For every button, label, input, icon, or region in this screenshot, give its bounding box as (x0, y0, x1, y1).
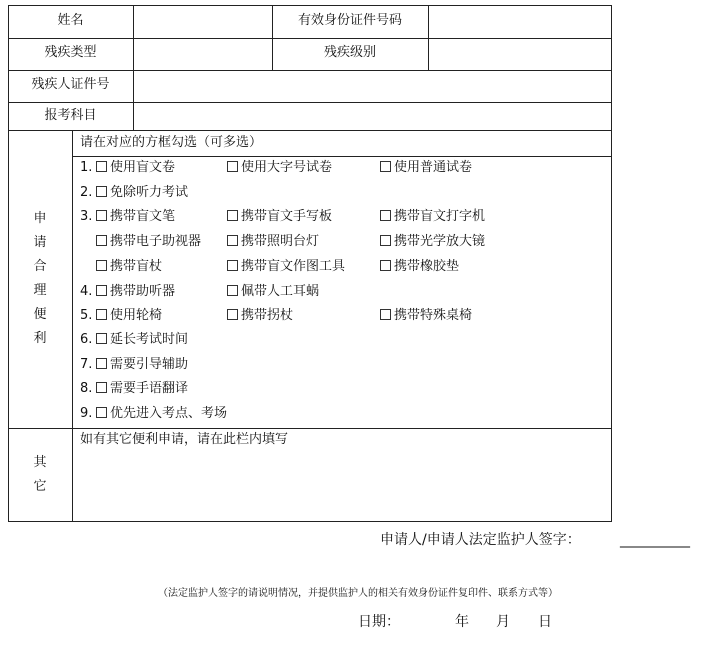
row-divider (8, 102, 612, 103)
checkbox-icon[interactable] (96, 186, 107, 197)
checkbox-option[interactable]: 携带光学放大镜 (380, 233, 485, 251)
checkbox-option[interactable]: 免除听力考试 (96, 184, 188, 202)
date-year: 年 (455, 614, 469, 630)
item-number: 9. (80, 406, 93, 421)
checkbox-icon[interactable] (380, 309, 391, 320)
checkbox-option[interactable]: 携带盲杖 (96, 258, 162, 276)
accommodation-side-label: 申 请 合 理 便 利 (33, 211, 47, 346)
disability-level-field[interactable] (429, 44, 611, 62)
item-number: 7. (80, 357, 93, 372)
item-number: 4. (80, 284, 93, 299)
item-number: 5. (80, 308, 93, 323)
item-number: 3. (80, 209, 93, 224)
exam-subject-label: 报考科目 (44, 108, 97, 123)
checkbox-icon[interactable] (227, 235, 238, 246)
disability-type-field[interactable] (134, 44, 272, 62)
id-number-label: 有效身份证件号码 (297, 13, 402, 28)
checkbox-option[interactable]: 携带助听器 (96, 283, 175, 301)
checkbox-icon[interactable] (227, 161, 238, 172)
signature-label: 申请人/申请人法定监护人签字： (380, 532, 581, 548)
checkbox-icon[interactable] (227, 260, 238, 271)
name-label: 姓名 (57, 13, 84, 28)
row-divider (8, 428, 612, 429)
checkbox-option[interactable]: 延长考试时间 (96, 331, 188, 349)
item-number: 8. (80, 381, 93, 396)
row-divider (8, 70, 612, 71)
checkbox-option[interactable]: 使用大字号试卷 (227, 159, 332, 177)
checkbox-icon[interactable] (380, 210, 391, 221)
other-side-label: 其 它 (33, 455, 47, 494)
checkbox-icon[interactable] (227, 285, 238, 296)
checkbox-icon[interactable] (96, 210, 107, 221)
checkbox-icon[interactable] (380, 260, 391, 271)
checkbox-icon[interactable] (380, 235, 391, 246)
checkbox-option[interactable]: 使用轮椅 (96, 307, 162, 325)
guardian-note: （法定监护人签字的请说明情况，并提供监护人的相关有效身份证件复印件、联系方式等） (158, 588, 558, 599)
signature-line[interactable]: __________ (620, 532, 690, 548)
item-number: 6. (80, 332, 93, 347)
checkbox-option[interactable]: 携带橡胶垫 (380, 258, 459, 276)
other-instruction: 如有其它便利申请，请在此栏内填写 (80, 432, 289, 447)
item-number: 1. (80, 160, 93, 175)
checkbox-option[interactable]: 携带盲文作图工具 (227, 258, 345, 276)
row-divider (8, 38, 612, 39)
checkbox-icon[interactable] (96, 260, 107, 271)
checkbox-icon[interactable] (96, 285, 107, 296)
row-divider (72, 156, 612, 157)
disability-cert-label: 残疾人证件号 (31, 77, 110, 92)
id-number-field[interactable] (429, 12, 611, 30)
checkbox-option[interactable]: 携带电子助视器 (96, 233, 201, 251)
disability-type-label: 残疾类型 (44, 45, 97, 60)
checkbox-option[interactable]: 使用盲文卷 (96, 159, 175, 177)
checkbox-icon[interactable] (380, 161, 391, 172)
row-divider (8, 130, 612, 131)
checkbox-icon[interactable] (96, 161, 107, 172)
other-request-field[interactable] (73, 450, 611, 520)
checkbox-option[interactable]: 携带盲文手写板 (227, 208, 332, 226)
checkbox-icon[interactable] (227, 309, 238, 320)
date-day: 日 (538, 614, 552, 630)
checkbox-option[interactable]: 需要引导辅助 (96, 356, 188, 374)
checkbox-option[interactable]: 优先进入考点、考场 (96, 405, 227, 423)
checkbox-option[interactable]: 携带拐杖 (227, 307, 293, 325)
checkbox-icon[interactable] (96, 382, 107, 393)
checkbox-option[interactable]: 携带盲文打字机 (380, 208, 485, 226)
checkbox-option[interactable]: 携带照明台灯 (227, 233, 319, 251)
checkbox-option[interactable]: 需要手语翻译 (96, 380, 188, 398)
checkbox-option[interactable]: 使用普通试卷 (380, 159, 472, 177)
disability-level-label: 残疾级别 (323, 45, 376, 60)
item-number: 2. (80, 185, 93, 200)
checkbox-icon[interactable] (96, 235, 107, 246)
checkbox-icon[interactable] (96, 407, 107, 418)
disability-cert-field[interactable] (134, 76, 610, 94)
checkbox-icon[interactable] (96, 309, 107, 320)
date-label: 日期： (358, 614, 400, 630)
name-field[interactable] (134, 12, 272, 30)
exam-subject-field[interactable] (134, 107, 610, 125)
checkbox-option[interactable]: 携带盲文笔 (96, 208, 175, 226)
checkbox-option[interactable]: 佩带人工耳蜗 (227, 283, 319, 301)
checkbox-option[interactable]: 携带特殊桌椅 (380, 307, 472, 325)
checkbox-icon[interactable] (227, 210, 238, 221)
accommodation-instruction: 请在对应的方框勾选（可多选） (80, 135, 263, 150)
checkbox-icon[interactable] (96, 358, 107, 369)
date-month: 月 (496, 614, 510, 630)
checkbox-icon[interactable] (96, 333, 107, 344)
